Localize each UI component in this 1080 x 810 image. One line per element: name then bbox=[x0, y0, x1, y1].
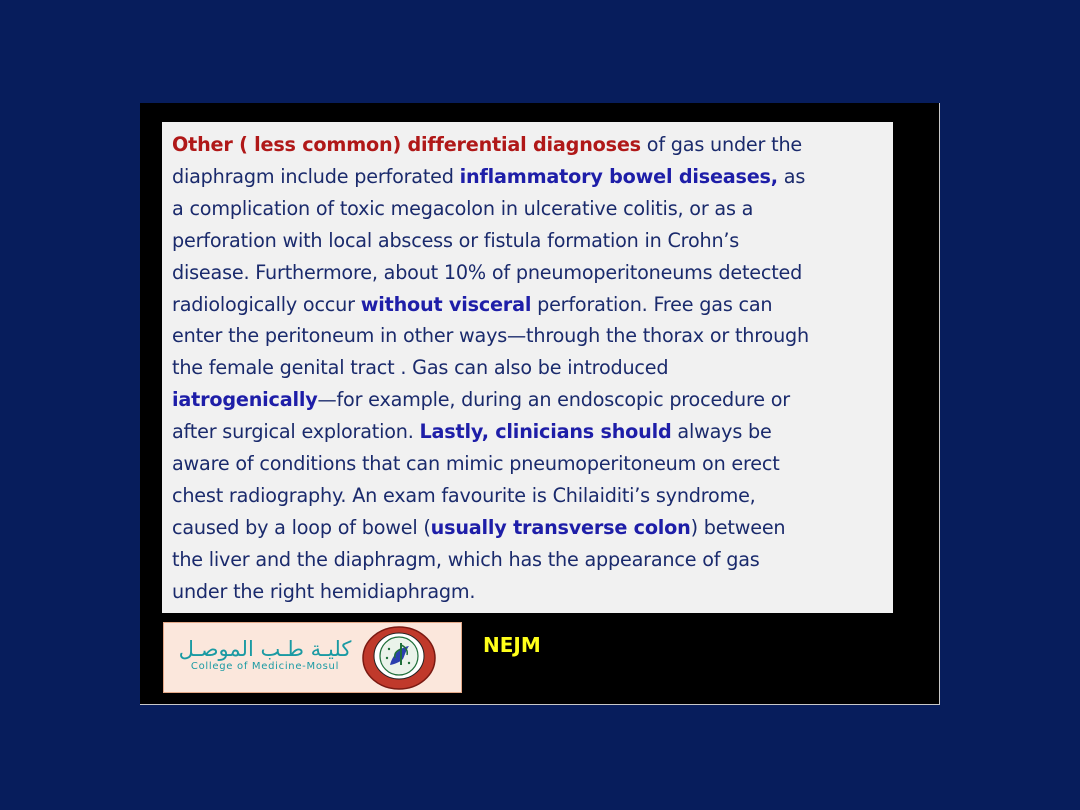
text-segment: perforation. Free gas can bbox=[531, 292, 773, 316]
highlight-phrase: inflammatory bowel diseases, bbox=[459, 164, 778, 188]
text-segment: after surgical exploration. bbox=[172, 420, 420, 444]
text-segment: enter the peritoneum in other ways—through the thorax or through bbox=[172, 324, 809, 348]
college-emblem-icon bbox=[359, 625, 439, 691]
highlight-phrase: iatrogenically bbox=[172, 388, 318, 412]
text-segment: the liver and the diaphragm, which has the appearance of gas bbox=[172, 547, 760, 571]
text-segment: diaphragm include perforated bbox=[172, 164, 460, 188]
text-segment: caused by a loop of bowel ( bbox=[172, 515, 431, 539]
highlight-phrase: usually transverse colon bbox=[430, 515, 691, 539]
text-segment: under the right hemidiaphragm. bbox=[172, 579, 476, 603]
text-segment: radiologically occur bbox=[172, 292, 361, 316]
college-logo bbox=[163, 622, 462, 693]
text-segment: aware of conditions that can mimic pneumoperitoneum on erect bbox=[172, 452, 780, 476]
text-segment: of gas under the bbox=[640, 133, 803, 156]
logo-english-name: College of Medicine-Mosul bbox=[190, 661, 340, 672]
text-segment: as bbox=[777, 164, 806, 188]
source-label: NEJM bbox=[483, 633, 541, 657]
text-segment: perforation with local abscess or fistula formation in Crohn’s bbox=[172, 228, 740, 252]
lead-phrase: Other ( less common) differential diagnoses bbox=[172, 133, 641, 156]
text-segment: ) between bbox=[690, 515, 786, 539]
logo-arabic-name: كليـة طـب الموصـل bbox=[178, 637, 352, 661]
text-segment: chest radiography. An exam favourite is Chilaiditi’s syndrome, bbox=[172, 483, 756, 507]
highlight-phrase: without visceral bbox=[360, 292, 532, 316]
highlight-phrase: Lastly, clinicians should bbox=[419, 420, 672, 444]
text-segment: the female genital tract . Gas can also be introduced bbox=[172, 356, 669, 380]
text-segment: a complication of toxic megacolon in ulcerative colitis, or as a bbox=[172, 196, 754, 220]
body-paragraph bbox=[172, 129, 887, 608]
text-segment: always be bbox=[671, 420, 772, 444]
text-segment: —for example, during an endoscopic procedure or bbox=[317, 388, 790, 412]
text-segment: disease. Furthermore, about 10% of pneumoperitoneums detected bbox=[172, 260, 803, 284]
text-panel bbox=[162, 122, 893, 613]
